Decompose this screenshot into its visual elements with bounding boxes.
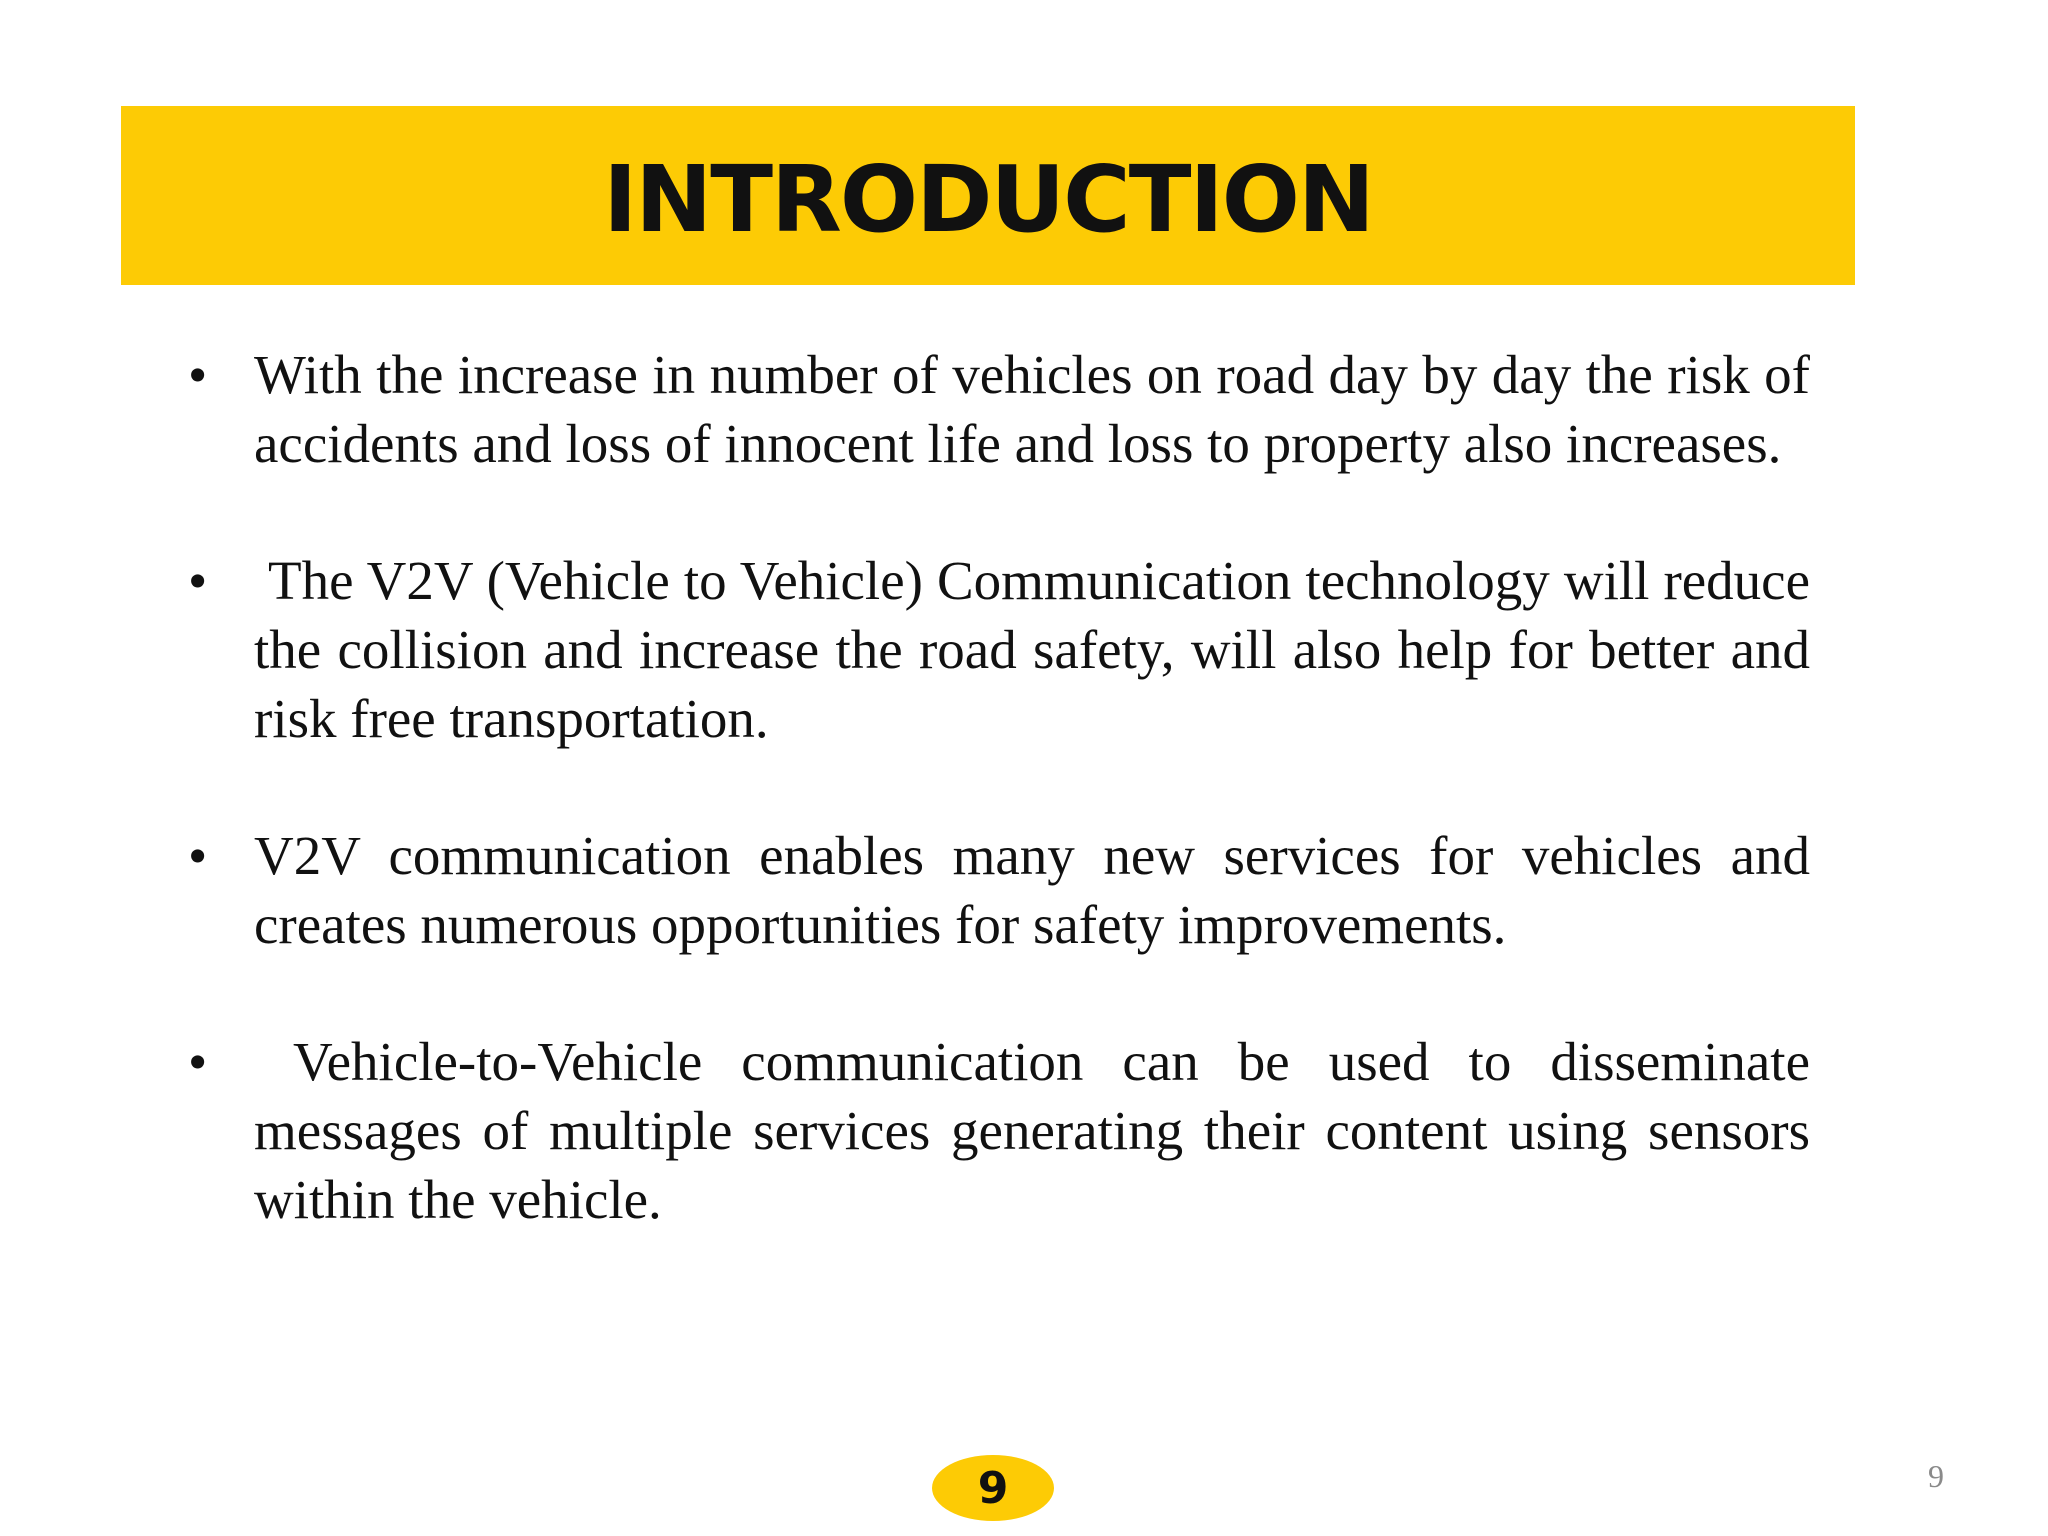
bullet-item — [180, 821, 1810, 959]
bullet-icon: • — [188, 1031, 208, 1092]
slide-title: INTRODUCTION — [603, 146, 1373, 253]
page-number-badge: 9 — [932, 1455, 1054, 1521]
bullet-icon: • — [188, 550, 208, 611]
bullet-icon: • — [188, 825, 208, 886]
bullet-item — [180, 1027, 1824, 1234]
title-banner — [121, 106, 1855, 285]
bullet-text: With the increase in number of vehicles on road day by day the risk of accidents and loss of innocent life and loss to property also increases. — [254, 344, 1810, 474]
bullet-icon: • — [188, 344, 208, 405]
bullet-item — [180, 546, 1824, 753]
page-number: 9 — [1928, 1458, 1944, 1494]
bullet-item — [180, 340, 1810, 478]
bullet-text: The V2V (Vehicle to Vehicle) Communication technology will reduce the collision and increase the road safety, will also help for better and risk free transportation. — [254, 550, 1824, 749]
bullet-list — [180, 340, 1824, 1302]
bullet-text: Vehicle-to-Vehicle communication can be used to disseminate messages of multiple services generating their content using sensors within the vehicle. — [254, 1031, 1824, 1230]
bullet-text: V2V communication enables many new services for vehicles and creates numerous opportunities for safety improvements. — [254, 825, 1810, 955]
